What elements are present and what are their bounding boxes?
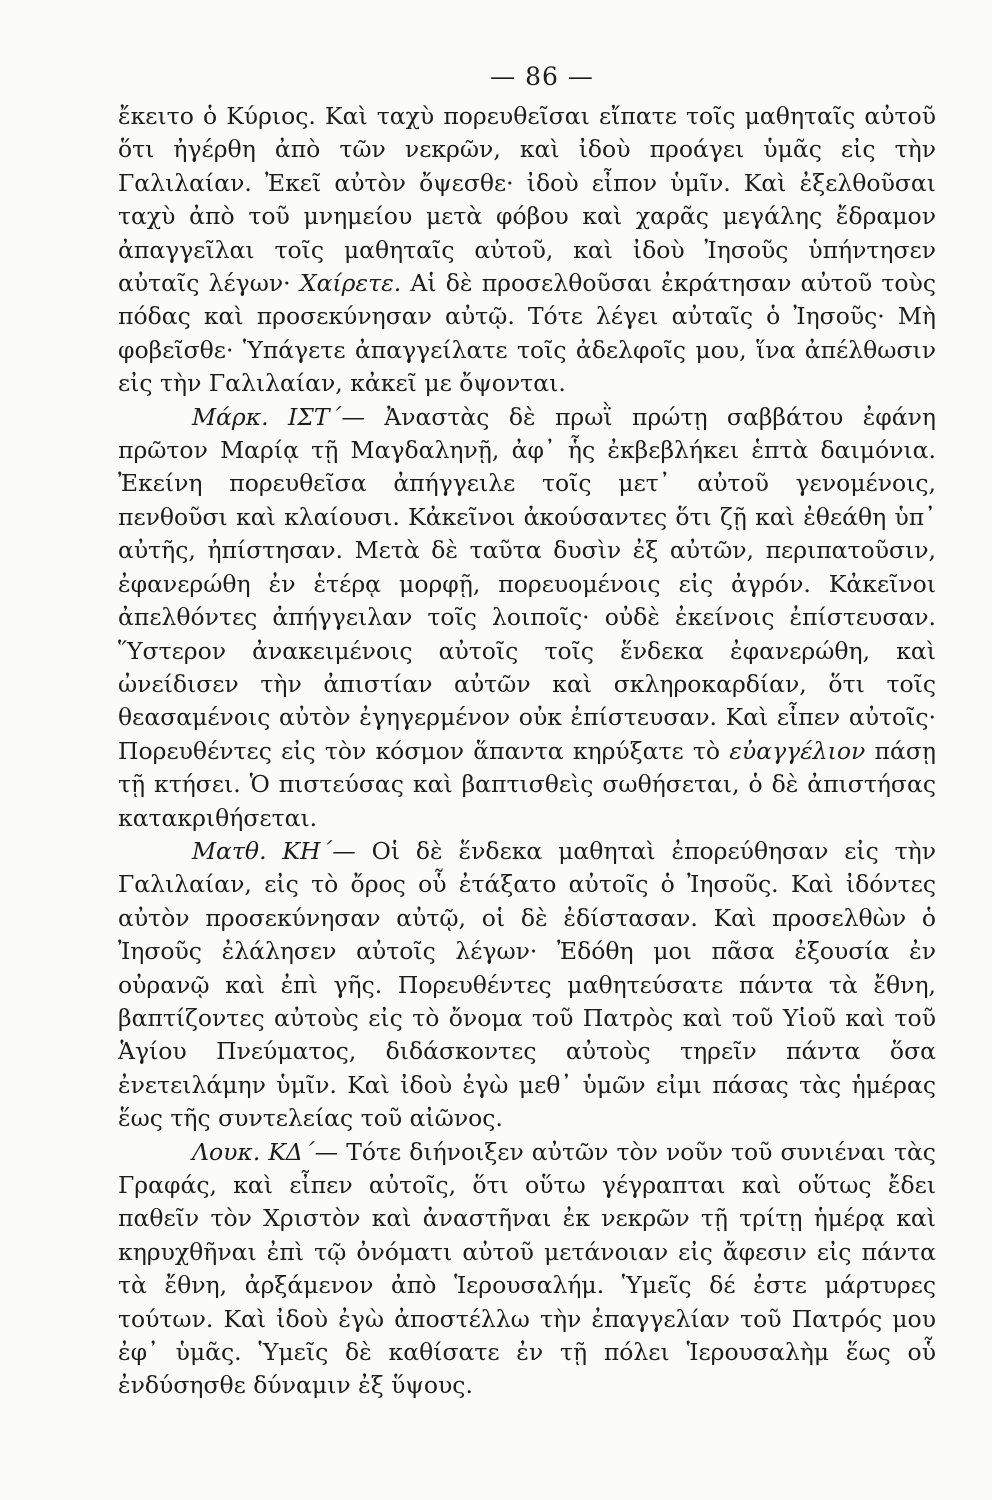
paragraph-text-after: Αἱ δὲ προσελθοῦσαι ἐκράτησαν αὐτοῦ τοὺς πόδας καὶ προσεκύνησαν αὐτῷ. Τότε λέγει αὐταῖς ὁ Ἰησοῦς· Μὴ φοβεῖσθε· Ὑπάγετε ἀπαγγείλατε τοῖς ἀδελφοῖς μου, ἵνα ἀπέλθωσιν εἰς τὴν Γαλιλαίαν, κἀκεῖ με ὄψονται. [118,269,936,398]
paragraph-mark-16 [118,401,936,835]
body-text [118,100,936,1403]
scripture-reference: Μάρκ. ΙΣΤ΄— [192,402,365,431]
paragraph-matthew-28 [118,835,936,1136]
paragraph-matthew-continuation [118,100,936,401]
paragraph-text: Οἱ δὲ ἕνδεκα μαθηταὶ ἐπορεύθησαν εἰς τὴν Γαλιλαίαν, εἰς τὸ ὄρος οὗ ἐτάξατο αὐτοῖς ὁ Ἰησοῦς. Καὶ ἰδόντες αὐτὸν προσεκύνησαν αὐτῷ, οἱ δὲ ἐδίστασαν. Καὶ προσελθὼν ὁ Ἰησοῦς ἐλάλησεν αὐτοῖς λέγων· Ἐδόθη μοι πᾶσα ἐξουσία ἐν οὐρανῷ καὶ ἐπὶ γῆς. Πορευθέντες μαθητεύσατε πάντα τὰ ἔθνη, βαπτίζοντες αὐτοὺς εἰς τὸ ὄνομα τοῦ Πατρὸς καὶ τοῦ Υἱοῦ καὶ τοῦ Ἁγίου Πνεύματος, διδάσκοντες αὐτοὺς τηρεῖν πάντα ὅσα ἐνετειλάμην ὑμῖν. Καὶ ἰδοὺ ἐγὼ μεθ᾿ ὑμῶν εἰμι πάσας τὰς ἡμέρας ἕως τῆς συντελείας τοῦ αἰῶνος. [118,836,936,1133]
paragraph-text: Τότε διήνοιξεν αὐτῶν τὸν νοῦν τοῦ συνιέναι τὰς Γραφάς, καὶ εἶπεν αὐτοῖς, ὅτι οὕτω γέγραπται καὶ οὕτως ἔδει παθεῖν τὸν Χριστὸν καὶ ἀναστῆναι ἐκ νεκρῶν τῇ τρίτῃ ἡμέρᾳ καὶ κηρυχθῆναι ἐπὶ τῷ ὀνόματι αὐτοῦ μετάνοιαν εἰς ἄφεσιν εἰς πάντα τὰ ἔθνη, ἀρξάμενον ἀπὸ Ἱερουσαλήμ. Ὑμεῖς δέ ἐστε μάρτυρες τούτων. Καὶ ἰδοὺ ἐγὼ ἀποστέλλω τὴν ἐπαγγελίαν τοῦ Πατρός μου ἐφ᾿ ὑμᾶς. Ὑμεῖς δὲ καθίσατε ἐν τῇ πόλει Ἱερουσαλὴμ ἕως οὗ ἐνδύσησθε δύναμιν ἐξ ὕψους. [118,1137,936,1400]
page-number: — 86 — [490,62,594,91]
emphasis-text: Χαίρετε. [299,269,402,298]
emphasis-text: εὐαγγέλιον [729,736,866,765]
paragraph-text: ἔκειτο ὁ Κύριος. Καὶ ταχὺ πορευθεῖσαι εἴπατε τοῖς μαθηταῖς αὐτοῦ ὅτι ἠγέρθη ἀπὸ τῶν νεκρῶν, καὶ ἰδοὺ προάγει ὑμᾶς εἰς τὴν Γαλιλαίαν. Ἐκεῖ αὐτὸν ὄψεσθε· ἰδοὺ εἶπον ὑμῖν. Καὶ ἐξελθοῦσαι ταχὺ ἀπὸ τοῦ μνημείου μετὰ φόβου καὶ χαρᾶς μεγάλης ἔδραμον ἀπαγγεῖλαι τοῖς μαθηταῖς αὐτοῦ, καὶ ἰδοὺ Ἰησοῦς ὑπήντησεν αὐταῖς λέγων· [118,102,936,298]
scripture-reference: Λουκ. ΚΔ΄— [192,1137,339,1166]
scripture-reference: Ματθ. ΚΗ΄— [192,836,356,865]
paragraph-text: Ἀναστὰς δὲ πρωῒ πρώτῃ σαββάτου ἐφάνη πρῶτον Μαρίᾳ τῇ Μαγδαληνῇ, ἀφ᾿ ἧς ἐκβεβλήκει ἑπτὰ δαιμόνια. Ἐκείνη πορευθεῖσα ἀπήγγειλε τοῖς μετ᾿ αὐτοῦ γενομένοις, πενθοῦσι καὶ κλαίουσι. Κἀκεῖνοι ἀκούσαντες ὅτι ζῇ καὶ ἐθεάθη ὑπ᾿ αὐτῆς, ἠπίστησαν. Μετὰ δὲ ταῦτα δυσὶν ἐξ αὐτῶν, περιπατοῦσιν, ἐφανερώθη ἐν ἑτέρᾳ μορφῇ, πορευομένοις εἰς ἀγρόν. Κἀκεῖνοι ἀπελθόντες ἀπήγγειλαν τοῖς λοιποῖς· οὐδὲ ἐκείνοις ἐπίστευσαν. Ὕστερον ἀνακειμένοις αὐτοῖς τοῖς ἕνδεκα ἐφανερώθη, καὶ ὠνείδισεν τὴν ἀπιστίαν αὐτῶν καὶ σκληροκαρδίαν, ὅτι τοῖς θεασαμένοις αὐτὸν ἐγηγερμένον οὐκ ἐπίστευσαν. Καὶ εἶπεν αὐτοῖς· Πορευθέντες εἰς τὸν κόσμον ἅπαντα κηρύξατε τὸ [118,402,936,765]
paragraph-text-after: πάσῃ τῇ κτήσει. Ὁ πιστεύσας καὶ βαπτισθεὶς σωθήσεται, ὁ δὲ ἀπιστήσας κατακριθήσεται. [118,736,936,832]
paragraph-luke-24 [118,1136,936,1403]
